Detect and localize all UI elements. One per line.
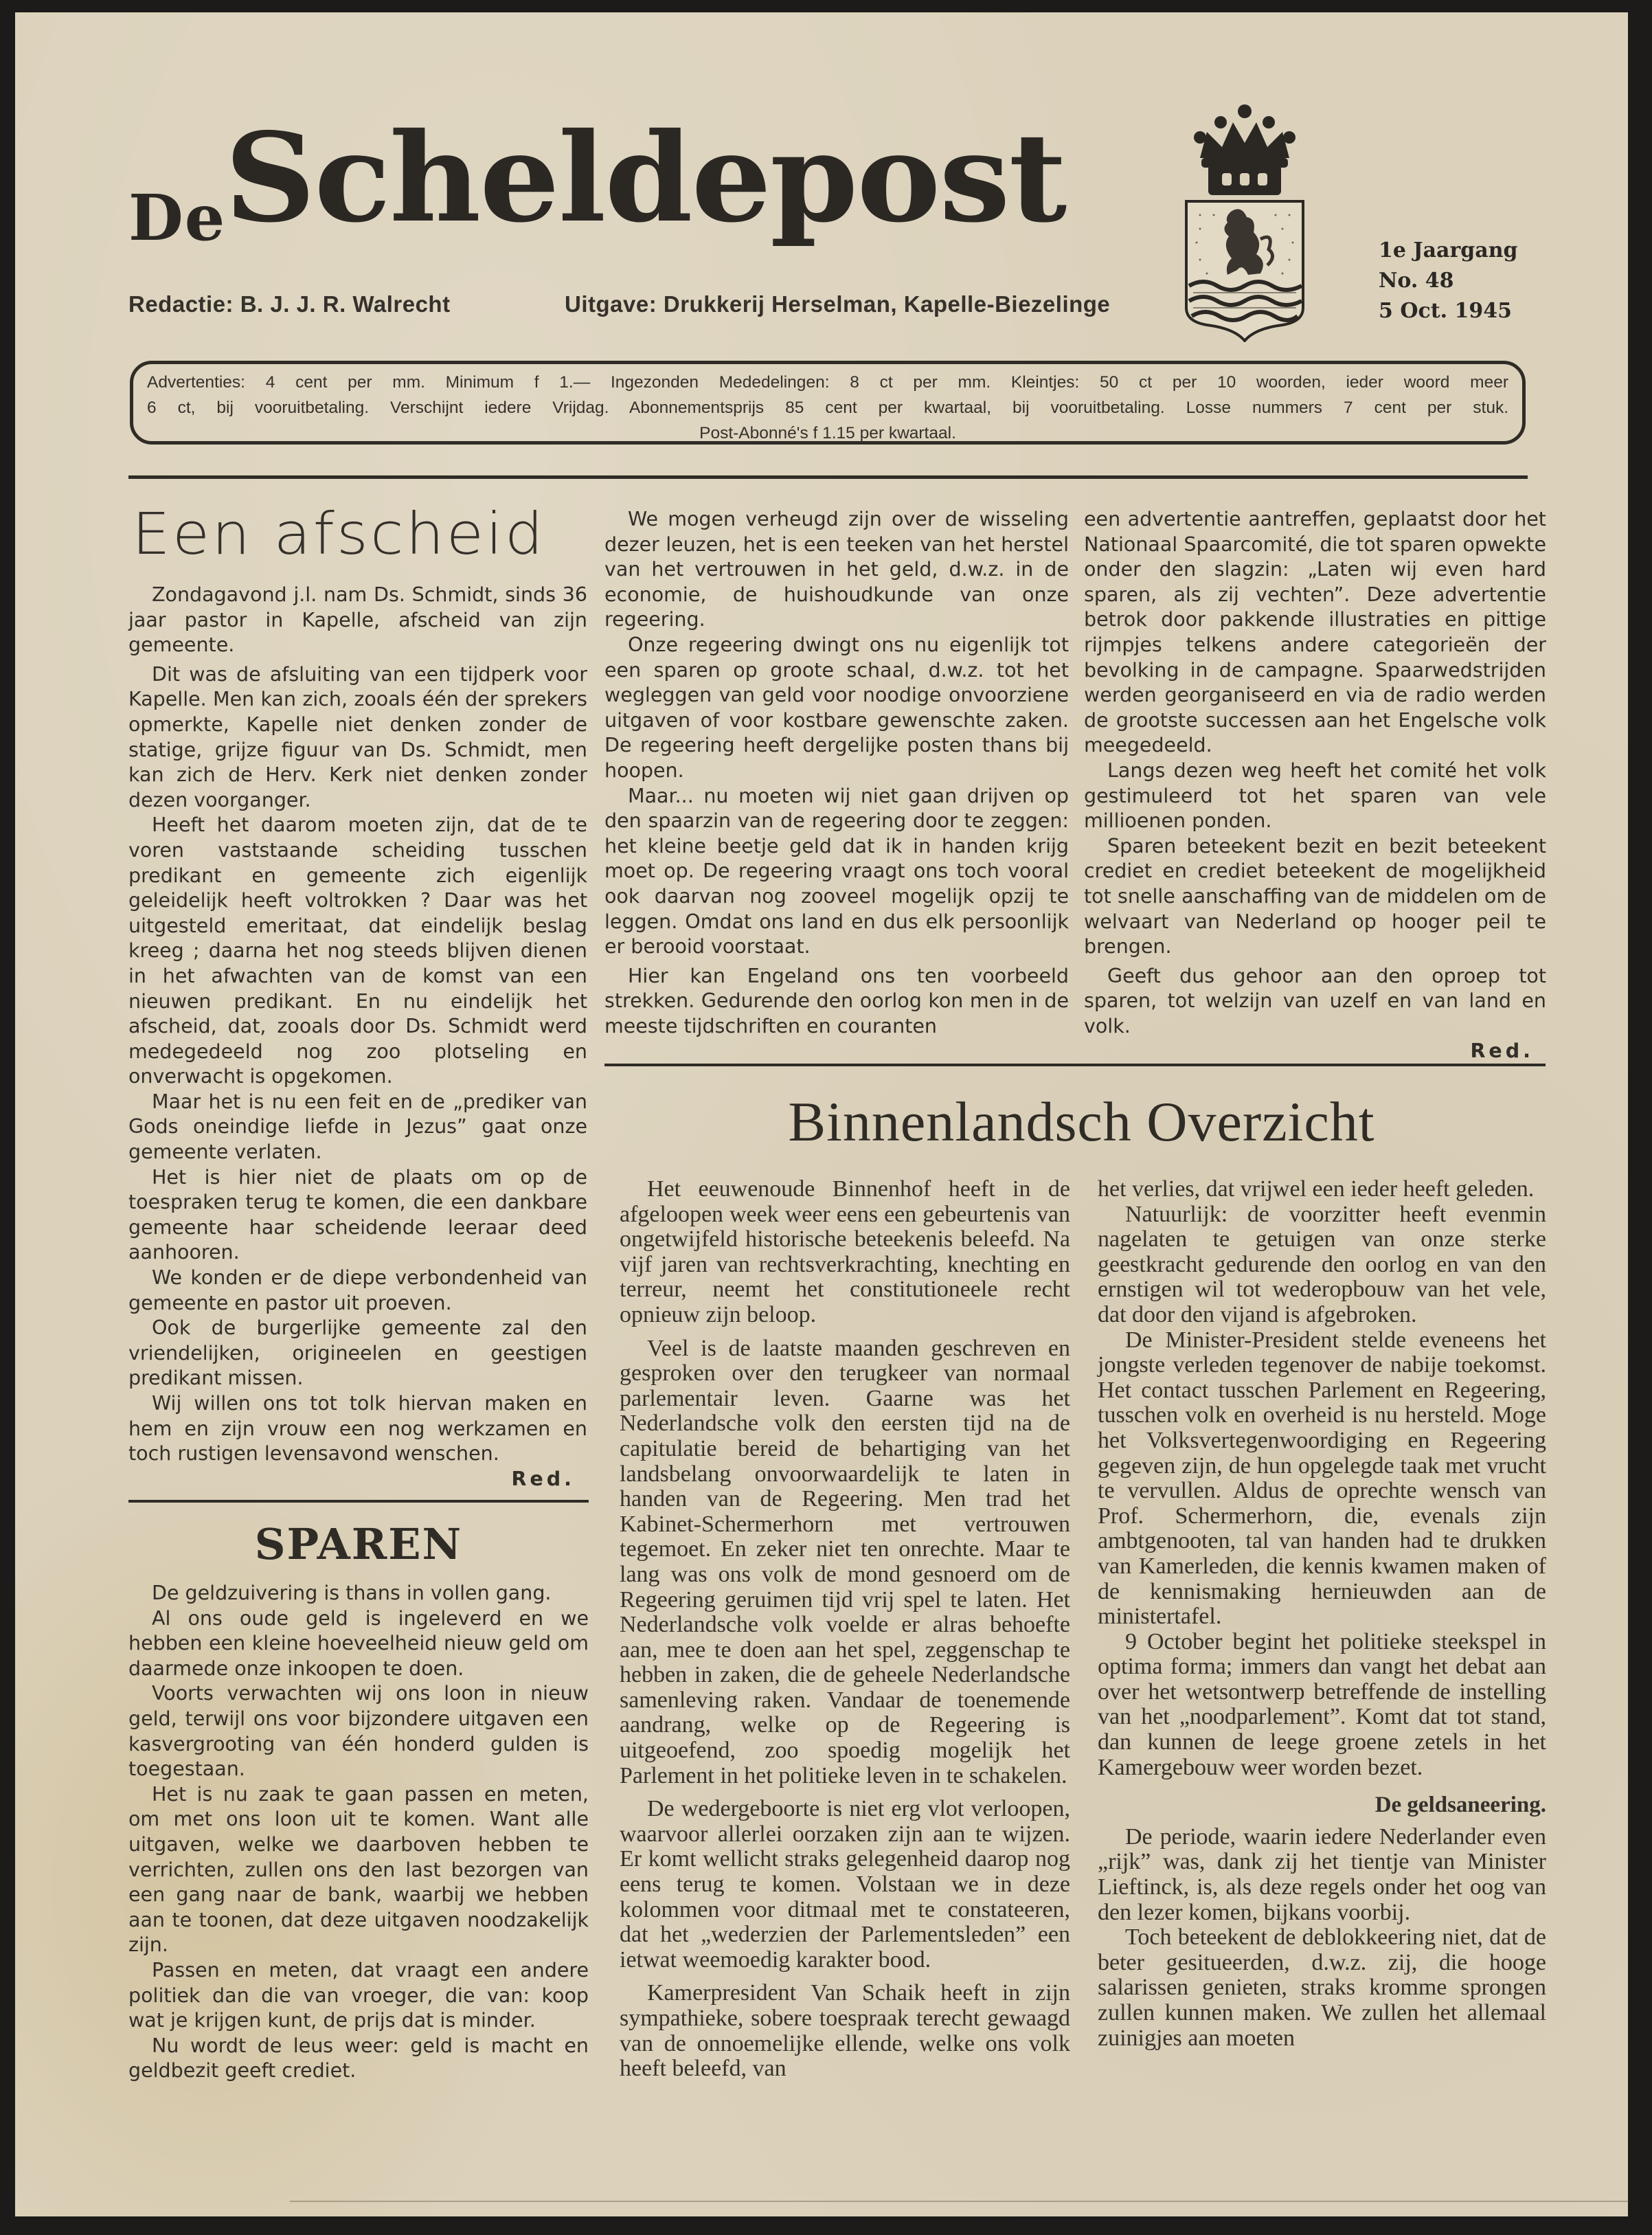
paragraph: Het eeuwenoude Binnenhof heeft in de afgeloopen week weer eens een gebeurtenis van ongetwijfeld historische beteekenis beleefd. Na vijf jaren van rechtsverkrachting, knechting en terreur, neemt het constitutioneele recht opnieuw zijn beloop. <box>620 1176 1070 1327</box>
issue-number: No. 48 <box>1379 269 1454 293</box>
paragraph: Ook de burgerlijke gemeente zal den vriendelijken, origineelen en geestigen predikant missen. <box>128 1316 587 1390</box>
paragraph: Kamerpresident Van Schaik heeft in zijn sympathieke, sobere toespraak terecht gewaagd van de onnoemelijke ellende, welke ons volk heeft beleefd, van <box>620 1980 1070 2082</box>
paragraph: Natuurlijk: de voorzitter heeft evenmin nagelaten te getuigen van onze sterke geestkracht gedurende den oorlog en van den ernstigen wil tot wederopbouw van het vele, dat door den vijand is afgebroken. <box>1098 1201 1546 1327</box>
rates-line: Advertenties: 4 cent per mm. Minimum f 1.— Ingezonden Mededelingen: 8 ct per mm. Kleintjes: 50 ct per 10 woorden, ieder woord meer <box>147 373 1508 392</box>
article-sparen-col3 <box>1084 507 1546 1064</box>
paragraph: De periode, waarin iedere Nederlander even „rijk” was, dank zij het tientje van Minister Lieftinck, is, als deze regels onder het oog van den lezer komen, bijkans voorbij. <box>1098 1823 1546 1925</box>
paragraph: De wedergeboorte is niet erg vlot verloopen, waarvoor allerlei oorzaken zijn aan te wijzen. Er komt wellicht straks gelegenheid daarop nog eens terug te komen. Volstaan we in deze kolommen voor ditmaal met te constateeren, dat het „wederzien der Parlementsleden” een ietwat weemoedig karakter bood. <box>620 1796 1070 1973</box>
paragraph: Toch beteekent de deblokkeering niet, dat de beter gesitueerden, d.w.z. zij, die hooge salarissen genieten, straks kromme sprongen zullen kunnen maken. We zullen het allemaal zuinigjes aan moeten <box>1098 1924 1546 2051</box>
article-title-sparen: SPAREN <box>254 1519 463 1569</box>
article-sparen-col1 <box>128 1581 589 2084</box>
paragraph: Zondagavond j.l. nam Ds. Schmidt, sinds 36 jaar pastor in Kapelle, afscheid van zijn gemeente. <box>128 583 587 657</box>
rates-box <box>130 361 1526 445</box>
paragraph: Nu wordt de leus weer: geld is macht en geldbezit geeft crediet. <box>128 2034 589 2082</box>
paragraph: Het is hier niet de plaats om op de toespraken terug te komen, die een dankbare gemeente haar scheidende leeraar deed aanhooren. <box>128 1165 587 1264</box>
article-title-binnenland: Binnenlandsch Overzicht <box>788 1090 1375 1153</box>
paragraph: Hier kan Engeland ons ten voorbeeld strekken. Gedurende den oorlog kon men in de meeste tijdschriften en couranten <box>604 964 1069 1037</box>
paragraph: Veel is de laatste maanden geschreven en gesproken over den terugkeer van normaal parlementair leven. Gaarne was het Nederlandsche volk den eersten tijd na de capitulatie bereid de behartiging van het landsbelang onvoorwaardelijk te laten in handen van de Regeering. Men trad het Kabinet-Schermerhorn met vertrouwen tegemoet. En zeker niet ten onrechte. Maar te lang was ons volk de mond gesnoerd om de Regeering geruimen tijd vrij spel te laten. Het Nederlandsche volk voelde er alras behoefte aan, mee te doen aan het spel, zeggenschap te hebben in zaken, die de geheele Nederlandsche samenleving raken. Vandaar de toenemende aandrang, welke op de Regeering is uitgeoefend, zoo spoedig mogelijk het Parlement in het politieke leven in te schakelen. <box>620 1335 1070 1788</box>
section-rule <box>604 1064 1546 1066</box>
article-binnenland-col3 <box>1098 1177 1546 2051</box>
section-rule <box>128 1500 589 1503</box>
rates-line: 6 ct, bij vooruitbetaling. Verschijnt iedere Vrijdag. Abonnementsprijs 85 cent per kwartaal, bij vooruitbetaling. Losse nummers 7 cent per stuk. <box>147 398 1508 417</box>
paragraph: We konden er de diepe verbondenheid van gemeente en pastor uit proeven. <box>128 1266 587 1314</box>
paragraph: Al ons oude geld is ingeleverd en we hebben een kleine hoeveelheid nieuw geld om daarmede onze inkoopen te doen. <box>128 1606 589 1680</box>
paragraph: 9 October begint het politieke steekspel in optima forma; immers dan vangt het debat aan over het wetsontwerp betreffende de instelling van het „noodparlement”. Komt dat tot stand, dan kunnen de leege groene zetels in het Kamergebouw weer worden bezet. <box>1098 1628 1546 1780</box>
signature: Red. <box>1470 1040 1534 1063</box>
paragraph: Heeft het daarom moeten zijn, dat de te voren vaststaande scheiding tusschen predikant en gemeente zich eigenlijk geleidelijk heeft voltrokken ? Daar was het uitgesteld emeritaat, dat eindelijk beslag kreeg ; daarna het nog steeds blijven dienen in het afwachten van de komst van een nieuwen predikant. En nu eindelijk het afscheid, dat, zooals door Ds. Schmidt werd medegedeeld nog zoo plotseling en onverwacht is opgekomen. <box>128 813 587 1088</box>
article-sparen-col2 <box>604 507 1069 1039</box>
signature-line <box>128 1467 587 1492</box>
paragraph: Voorts verwachten wij ons loon in nieuw geld, terwijl ons voor bijzondere uitgaven een kasvergrooting van één honderd gulden is toegestaan. <box>128 1682 589 1781</box>
newspaper-page <box>15 12 1628 2216</box>
paragraph: De Minister-President stelde eveneens het jongste verleden tegenover de nabije toekomst. Het contact tusschen Parlement en Regeering, tusschen volk en overheid is nu hersteld. Moge het Volksvertegenwoordiging en Regeering gegeven zijn, de hun opgelegde taak met vrucht te vervullen. Aldus de oprechte wensch van Prof. Schermerhorn, die, evenals zijn ambtgenooten, tal van handen had te drukken van Kamerleden, die kennis kwamen maken of de kennismaking hernieuwden aan de ministertafel. <box>1098 1327 1546 1630</box>
paragraph: Geeft dus gehoor aan den oproep tot sparen, tot welzijn van uzelf en van land en volk. <box>1084 964 1546 1037</box>
masthead-title: Scheldepost <box>225 106 1066 249</box>
subheading-geldsaneering: De geldsaneering. <box>1374 1793 1546 1818</box>
paragraph: Sparen beteekent bezit en bezit beteekent crediet en crediet beteekent de mogelijkheid tot snelle aanschaffing van de middelen om de welvaart van Nederland op hooger peil te brengen. <box>1084 834 1546 958</box>
article-afscheid <box>128 583 587 1492</box>
paper-fold-edge <box>290 2201 1629 2202</box>
article-title-afscheid: Een afscheid <box>132 500 545 568</box>
paragraph: We mogen verheugd zijn over de wisseling dezer leuzen, het is een teeken van het herstel van het vertrouwen in het geld, d.w.z. in de economie, de huishoudkunde van onze regeering. <box>604 508 1069 631</box>
paragraph: Langs dezen weg heeft het comité het volk gestimuleerd tot het sparen van vele millioenen ponden. <box>1084 759 1546 833</box>
paragraph: het verlies, dat vrijwel een ieder heeft geleden. <box>1098 1176 1535 1202</box>
article-binnenland-col2 <box>620 1177 1070 2082</box>
paragraph: een advertentie aantreffen, geplaatst door het Nationaal Spaarcomité, die tot sparen opwekte onder den slagzin: „Laten wij even hard sparen, als zij vechten”. Deze advertentie betrok door pakkende illustraties en pittige rijmpjes telkens andere categorieën der bevolking in de campagne. Spaarwedstrijden werden georganiseerd en via de radio werden de grootste successen aan het Engelsche volk meegedeeld. <box>1084 508 1546 757</box>
rates-line: Post-Abonné's f 1.15 per kwartaal. <box>699 424 956 442</box>
paragraph: De geldzuivering is thans in vollen gang. <box>152 1582 552 1604</box>
paragraph: Passen en meten, dat vraagt een andere politiek dan die van vroeger, die van: koop wat je krijgen kunt, de prijs dat is minder. <box>128 1958 589 2032</box>
masthead-article: De <box>128 181 227 255</box>
masthead-rule <box>128 475 1528 479</box>
issue-info <box>1379 236 1518 326</box>
signature-line <box>1084 1039 1546 1064</box>
issue-date: 5 Oct. 1945 <box>1379 299 1512 323</box>
masthead-editor: Redactie: B. J. J. R. Walrecht <box>128 291 451 317</box>
paragraph: Onze regeering dwingt ons nu eigenlijk tot een sparen op groote schaal, d.w.z. tot het wegleggen van geld voor noodige onvoorziene uitgaven of voor kostbare gewenschte zaken. De regeering heeft dergelijke posten thans bij hoopen. <box>604 633 1069 782</box>
paragraph: Wij willen ons tot tolk hiervan maken en hem en zijn vrouw een nog werkzamen en toch rustigen levensavond wenschen. <box>128 1392 587 1465</box>
paragraph: Het is nu zaak te gaan passen en meten, om met ons loon uit te komen. Want alle uitgaven, welke we daarboven hebben te verrichten, zullen ons den last bezorgen van een gang naar de bank, waarbij we hebben aan te toonen, dat deze uitgaven noodzakelijk zijn. <box>128 1782 589 1957</box>
paragraph: Dit was de afsluiting van een tijdperk voor Kapelle. Men kan zich, zooals één der sprekers opmerkte, Kapelle niet denken zonder de statige, grijze figuur van Ds. Schmidt, men kan zich de Herv. Kerk niet denken zonder dezen voorganger. <box>128 662 587 811</box>
signature: Red. <box>511 1467 575 1490</box>
zeeland-coat-of-arms-icon <box>1179 102 1310 342</box>
paragraph: Maar het is nu een feit en de „prediker van Gods oneindige liefde in Jezus” gaat onze gemeente verlaten. <box>128 1090 587 1164</box>
masthead-publisher: Uitgave: Drukkerij Herselman, Kapelle-Biezelinge <box>565 291 1111 317</box>
paragraph: Maar... nu moeten wij niet gaan drijven op den spaarzin van de regeering door te zeggen: het kleine beetje geld dat ik in handen krijg moet op. De regeering vraagt ons toch vooral ook daarvan nog zooveel mogelijk opzij te leggen. Omdat ons land en dus elk persoonlijk er berooid voorstaat. <box>604 784 1069 958</box>
issue-volume: 1e Jaargang <box>1379 238 1518 262</box>
